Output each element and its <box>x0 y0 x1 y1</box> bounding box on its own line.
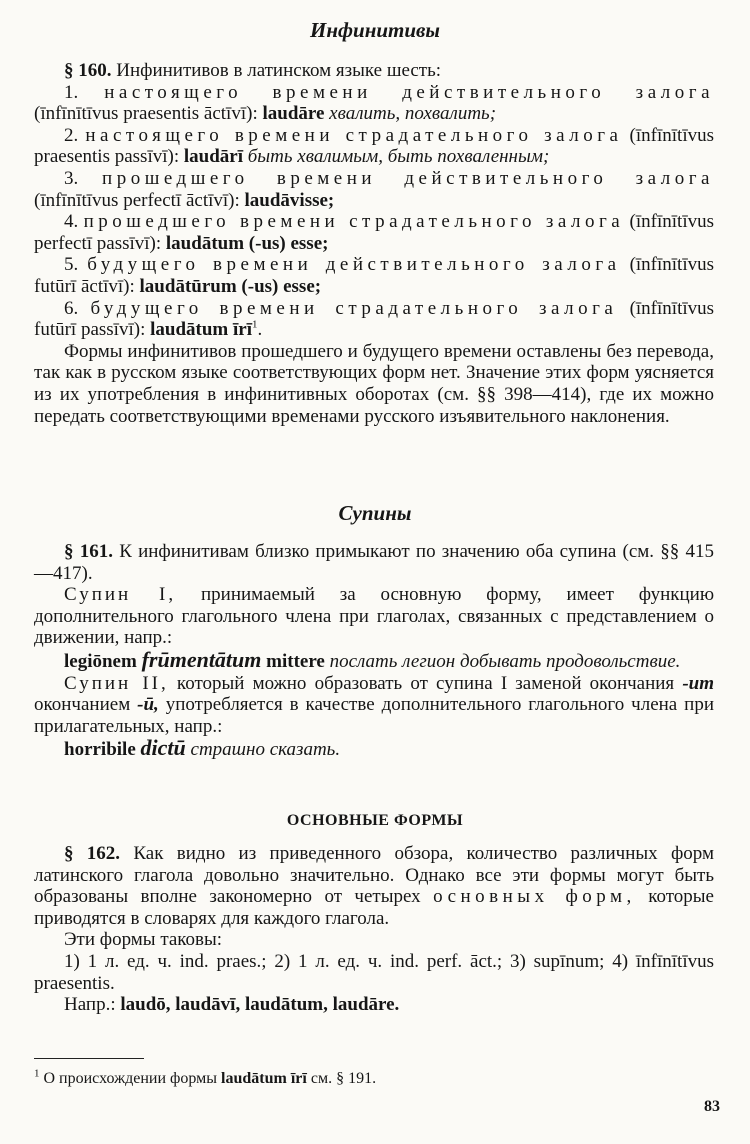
example-supine-1: legiōnem frūmentātum mittere послать легион добывать продовольствие. <box>64 646 681 672</box>
page-number: 83 <box>704 1098 720 1115</box>
translation: быть хвалимым, быть похваленным; <box>247 146 550 168</box>
translation: послать легион добывать продовольствие. <box>329 650 681 672</box>
paragraph-supine-1: Супин I, принимаемый за основную форму, имеет функцию дополнительного глагольного члена при глаголах, связанных с представлением о движении, напр.: <box>34 584 715 649</box>
latin-form: laudātum īrī <box>150 319 252 341</box>
latin-term: (īnfīnītīvus perfectī āctīvī): <box>34 189 240 211</box>
item-label: настоящего времени действительного залога <box>104 81 714 103</box>
section-heading-basic-forms: ОСНОВНЫЕ ФОРМЫ <box>286 812 464 829</box>
section-infinitives <box>34 60 714 427</box>
paragraph-162: § 162. Как видно из приведенного обзора, количество различных форм латинского глагола довольно значительно. Однако все эти формы могут быть образованы вполне закономерно от четырех основных форм, которые приводятся в словарях для каждого глагола. <box>34 843 714 929</box>
forms-list: 1) 1 л. ед. ч. ind. praes.; 2) 1 л. ед. ч. ind. perf. āct.; 3) supīnum; 4) īnfīnītīvus praesentis. <box>34 950 714 994</box>
item-label: будущего времени действительного залога <box>87 254 621 276</box>
infinitive-item-2: 2. настоящего времени страдательного залога (īnfīnītīvus praesentis passīvī): laudārī быть хвалимым, быть похваленным; <box>34 124 714 168</box>
latin-term: (īnfīnītīvus futūrī passīvī): <box>34 297 715 341</box>
section-heading-infinitives: Инфинитивы <box>309 18 440 42</box>
term-basic-forms: основных форм, <box>433 886 636 908</box>
latin-term: (īnfīnītīvus perfectī passīvī): <box>34 211 714 254</box>
latin-form: laudārī <box>183 146 243 168</box>
infinitive-item-5: 5. будущего времени действительного залога (īnfīnītīvus futūrī āctīvī): laudātūrum (-us) esse; <box>34 254 715 297</box>
footnote-divider <box>34 1058 144 1059</box>
example-supine-2: horribile dictū страшно сказать. <box>64 735 341 761</box>
infinitive-item-1: 1. настоящего времени действительного залога (īnfīnītīvus praesentis āctīvī): laudāre хвалить, похвалить; <box>34 81 714 125</box>
paragraph-number: § 160. <box>64 60 112 81</box>
paragraph-160-closing: Формы инфинитивов прошедшего и будущего времени оставлены без перевода, так как в русском языке соответствующих форм нет. Значение этих форм уясняется из их употребления в инфинитивных оборотах (см. §§ 398—414), где их можно передать соответствующими временами русского изъявительного наклонения. <box>34 340 714 427</box>
infinitive-item-3: 3. прошедшего времени действительного залога (īnfīnītīvus perfectī āctīvī): laudāvisse; <box>34 167 714 211</box>
footnote: $^1$ О происхождении формы laudātum īrī см. § 191. <box>34 1067 377 1087</box>
term-supine-2: Супин II, <box>64 672 169 694</box>
latin-term: (īnfīnītīvus praesentis āctīvī): <box>34 103 258 125</box>
item-label: настоящего времени страдательного залога <box>85 124 623 146</box>
paragraph-160-intro: § 160. Инфинитивов в латинском языке шесть: <box>64 60 442 81</box>
section-heading-supines: Супины <box>338 501 412 525</box>
footnote-mark: 1 <box>34 1067 40 1080</box>
section-basic-forms <box>34 843 714 1016</box>
paragraph-supine-2: Супин II, который можно образовать от супина I заменой окончания -um окончанием -ū, употребляется в качестве дополнительного глагольного члена при прилагательных, напр.: <box>34 672 715 737</box>
infinitive-item-4: 4. прошедшего времени страдательного залога (īnfīnītīvus perfectī passīvī): laudātum (-us) esse; <box>34 211 714 254</box>
forms-list-intro: Эти формы таковы: <box>64 929 223 951</box>
translation: хвалить, похвалить; <box>329 103 497 125</box>
latin-term: (īnfīnītīvus praesentis passīvī): <box>34 124 714 168</box>
paragraph-number: § 162. <box>64 843 121 864</box>
forms-example: Напр.: laudō, laudāvī, laudātum, laudāre. <box>64 994 400 1016</box>
latin-form: laudāre <box>262 103 325 125</box>
latin-form: laudāvisse; <box>244 189 335 211</box>
paragraph-number: § 161. <box>64 541 113 562</box>
item-label: будущего времени страдательного залога <box>90 297 618 319</box>
paragraph-161-intro: § 161. К инфинитивам близко примыкают по значению оба супина (см. §§ 415—417). <box>34 541 714 584</box>
section-supines <box>34 541 714 761</box>
footnote-marker[interactable]: 1 <box>251 318 258 331</box>
item-label: прошедшего времени действительного залога <box>102 167 714 189</box>
infinitive-item-6: 6. будущего времени страдательного залога (īnfīnītīvus futūrī passīvī): laudātum īrī$^1$. <box>34 297 715 341</box>
translation: страшно сказать. <box>190 739 341 761</box>
latin-term: (īnfīnītīvus futūrī āctīvī): <box>34 254 715 297</box>
item-label: прошедшего времени страдательного залога <box>83 211 625 233</box>
latin-form: laudātum (-us) esse; <box>165 232 329 254</box>
latin-form: laudātūrum (-us) esse; <box>139 275 322 297</box>
term-supine-1: Супин I, <box>64 584 177 606</box>
